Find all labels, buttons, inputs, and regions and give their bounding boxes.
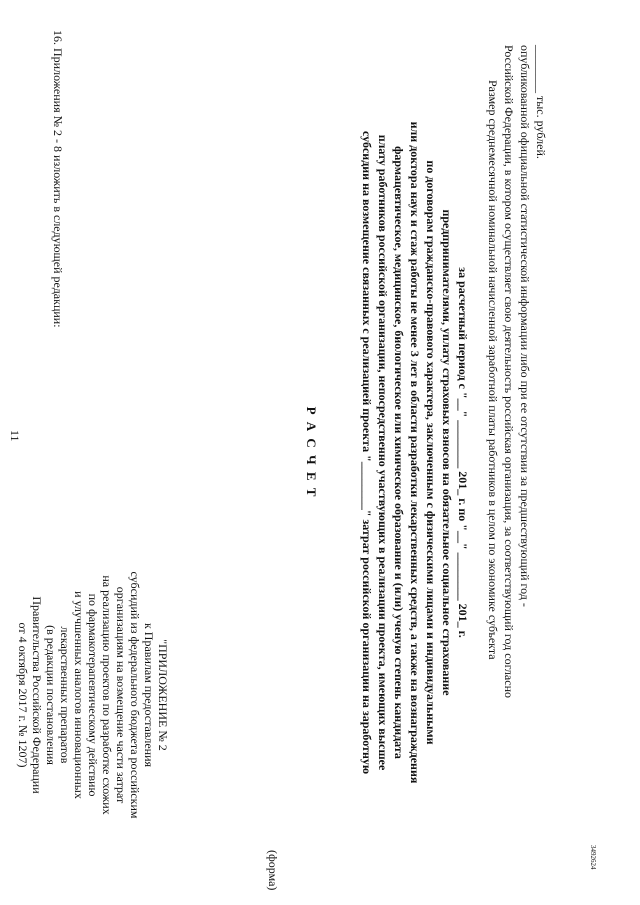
body-line: Размер среднемесячной номинальной начисленной заработной платы работников в целом по экономике субъекта — [486, 80, 500, 660]
body-line: опубликованной официальной статистической информации либо при ее отсутствии за предшествующий год - — [518, 45, 532, 607]
annex-line: Правительства Российской Федерации — [30, 596, 44, 794]
annex-line: на реализацию проектов по разработке схожих — [100, 575, 114, 815]
annex-line: по фармакотерапевтическому действию — [86, 593, 100, 797]
subtitle-line: фармацевтическое, медицинское, биологическое или химическое образование и (или) ученую степень кандидата — [392, 146, 406, 759]
subtitle-line: за расчетный период с "__" ________ 201_ г. по "__" ________ 201_ г. — [456, 267, 470, 638]
subtitle-line: по договорам гражданско-правового характера, заключенным с физическими лицами и индивидуальными — [424, 160, 438, 745]
page-number: 11 — [8, 430, 22, 442]
intro-instruction: 16. Приложения № 2 - 8 изложить в следующей редакции: — [51, 30, 65, 328]
document-title: Р А С Ч Е Т — [304, 406, 319, 499]
subtitle-line: субсидии на возмещение связанных с реализацией проекта "________" затрат российской организации на заработную — [360, 130, 374, 775]
annex-line: к Правилам предоставления — [142, 622, 156, 768]
annex-line: организациям на возмещение части затрат — [114, 586, 128, 804]
body-line: ________ тыс. рублей. — [534, 45, 548, 159]
body-line: Российской Федерации, в котором осуществляет свою деятельность российская организация, за соответствующий год согласно — [502, 45, 516, 698]
annex-line: (в редакции постановления — [44, 625, 58, 765]
annex-heading: "ПРИЛОЖЕНИЕ № 2 — [156, 639, 170, 751]
subtitle-line: или доктора наук и стаж работы не менее 3 лет в области разработки лекарственных средств, а также на вознаграждения — [408, 121, 422, 784]
annex-line: субсидий из федерального бюджета российским — [128, 571, 142, 819]
annex-line: от 4 октября 2017 г. № 1207) — [16, 622, 30, 768]
subtitle-line: плату работников российской организации, непосредственно участвующих в реализации проекта, имеющих высшее — [376, 134, 390, 771]
form-label: (форма) — [266, 850, 280, 891]
annex-line: и улучшенных аналогов инновационных — [72, 591, 86, 799]
catalog-code: 3492624 — [589, 845, 597, 870]
annex-line: лекарственных препаратов — [58, 626, 72, 764]
subtitle-line: предпринимателями, уплату страховых взносов на обязательное социальное страхование — [440, 209, 454, 696]
